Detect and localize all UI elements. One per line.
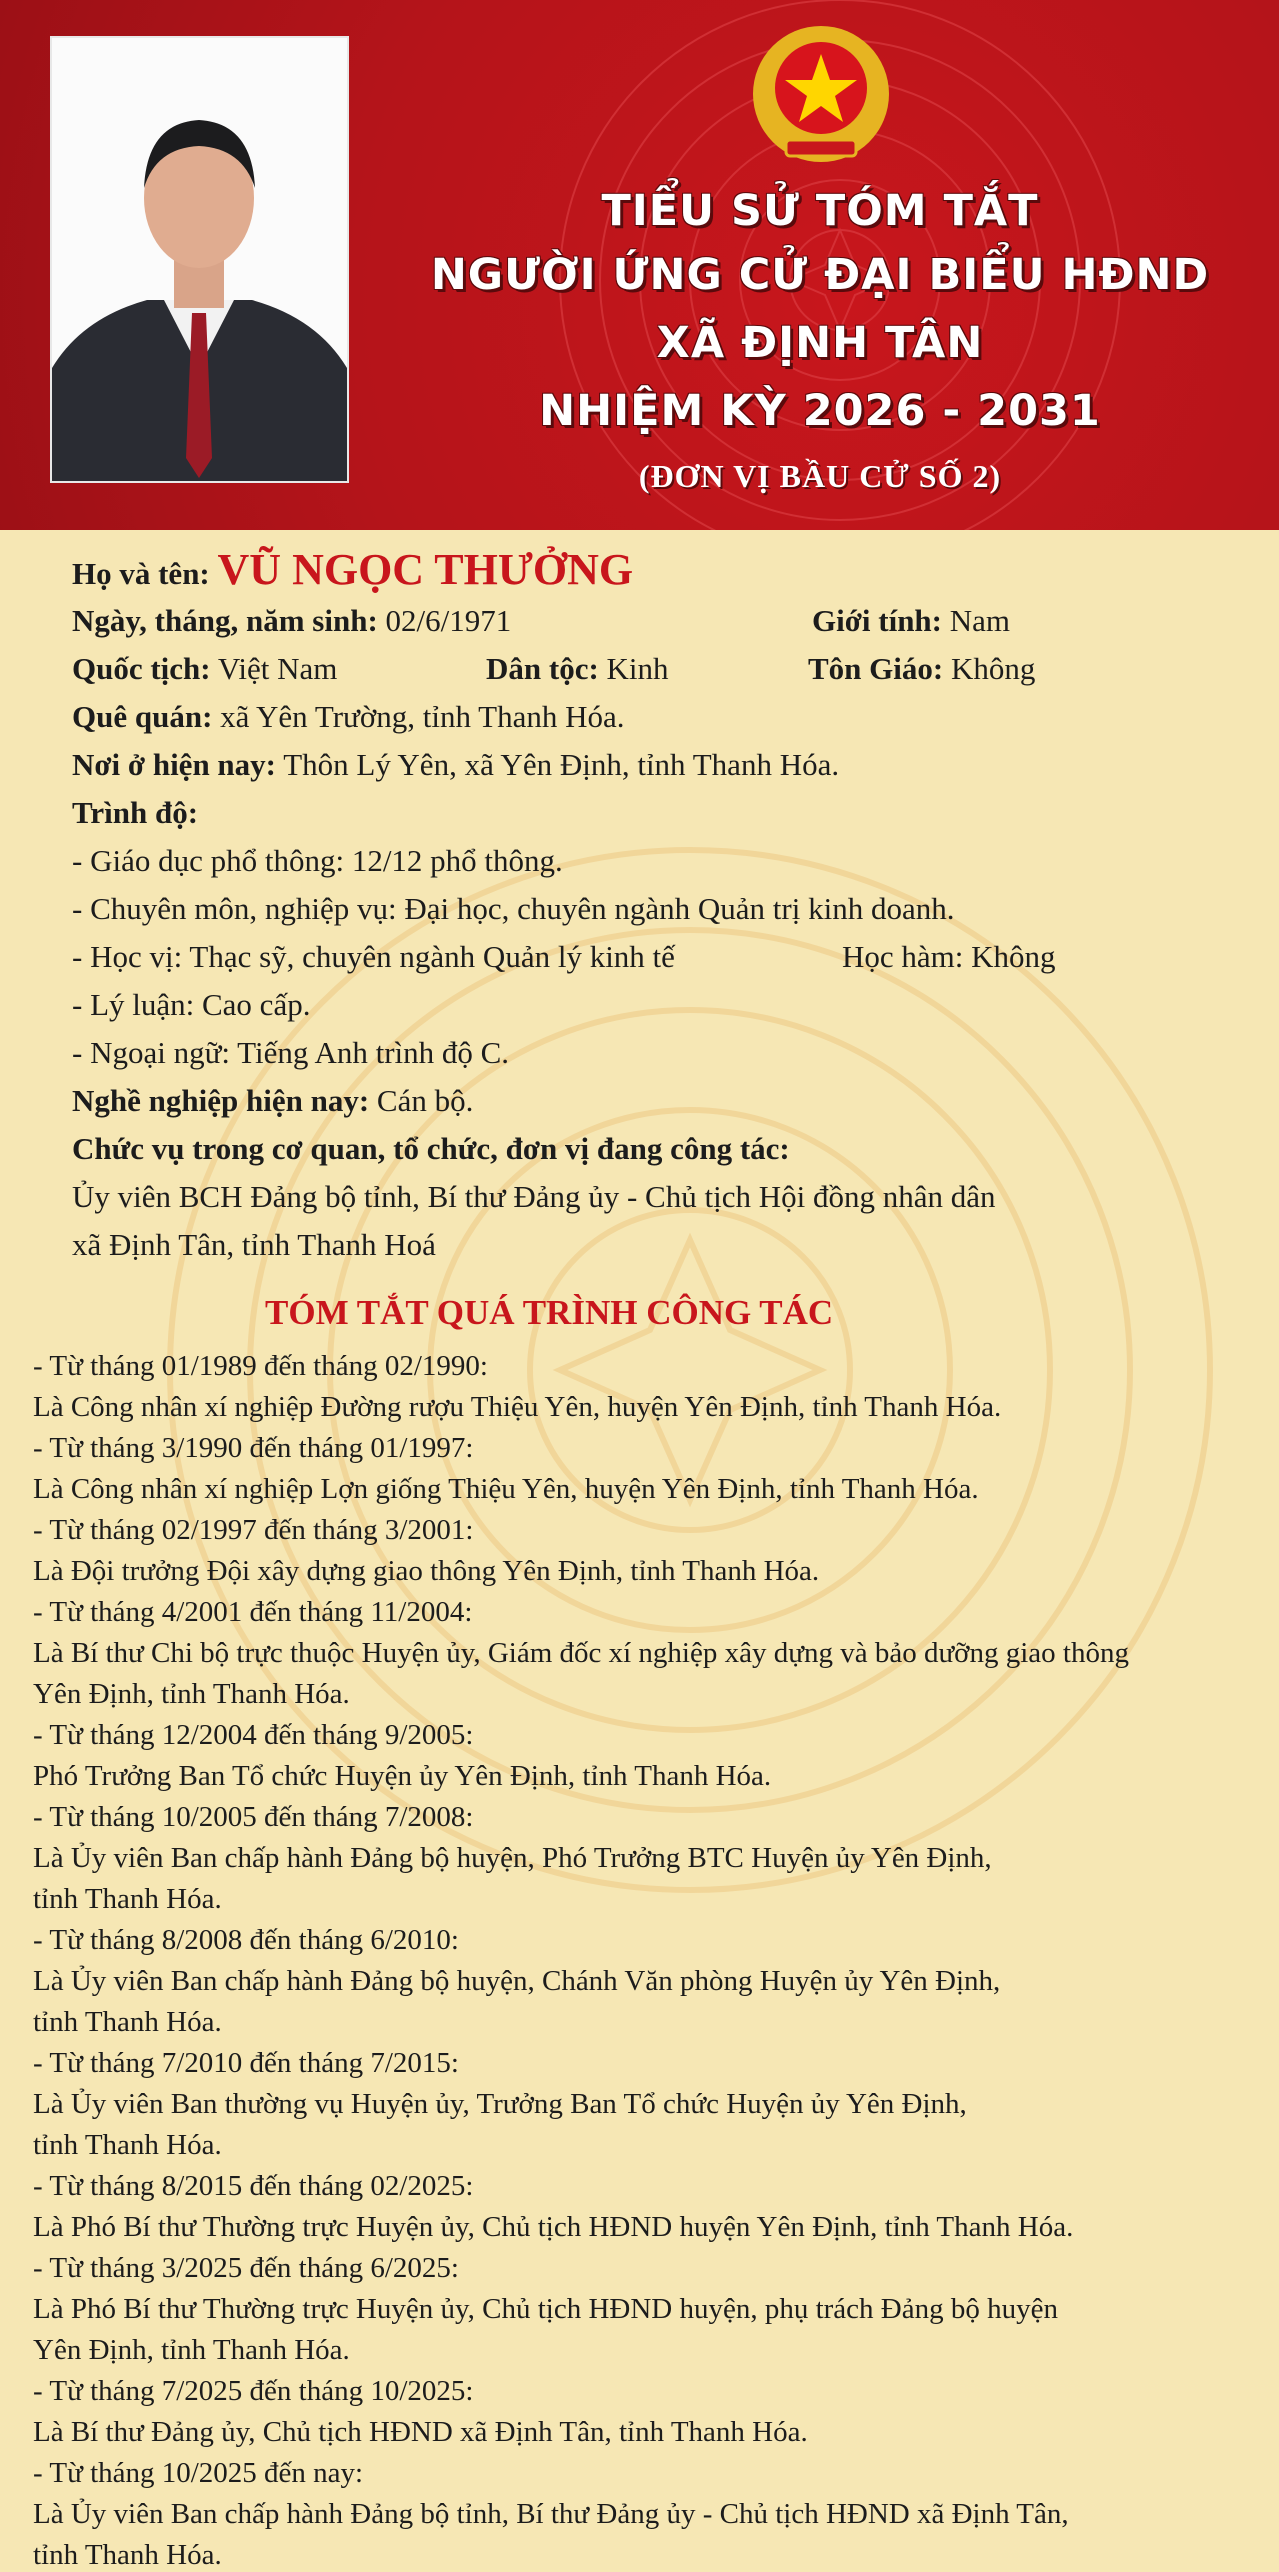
history-line: - Từ tháng 8/2015 đến tháng 02/2025:	[33, 2170, 474, 2202]
residence-row	[72, 747, 839, 783]
education-language: - Ngoại ngữ: Tiếng Anh trình độ C.	[72, 1035, 510, 1070]
history-line: Là Bí thư Đảng ủy, Chủ tịch HĐND xã Định Tân, tỉnh Thanh Hóa.	[33, 2416, 808, 2448]
position-line-2: xã Định Tân, tỉnh Thanh Hoá	[72, 1227, 436, 1262]
history-line: - Từ tháng 7/2025 đến tháng 10/2025:	[33, 2375, 474, 2407]
education-academic-title: Học hàm: Không	[842, 939, 1056, 974]
dob-value: 02/6/1971	[385, 603, 512, 638]
history-line: tỉnh Thanh Hóa.	[33, 2129, 222, 2161]
nationality-row	[72, 651, 337, 687]
history-line: tỉnh Thanh Hóa.	[33, 2539, 222, 2571]
hometown-value: xã Yên Trường, tỉnh Thanh Hóa.	[220, 699, 625, 734]
ethnicity-label: Dân tộc:	[486, 651, 599, 686]
history-line: - Từ tháng 02/1997 đến tháng 3/2001:	[33, 1514, 474, 1546]
residence-label: Nơi ở hiện nay:	[72, 747, 276, 782]
history-line: Phó Trưởng Ban Tổ chức Huyện ủy Yên Định, tỉnh Thanh Hóa.	[33, 1760, 772, 1792]
history-line: Là Ủy viên Ban chấp hành Đảng bộ huyện, Chánh Văn phòng Huyện ủy Yên Định,	[33, 1965, 1001, 1997]
occupation-label: Nghề nghiệp hiện nay:	[72, 1083, 370, 1118]
residence-value: Thôn Lý Yên, xã Yên Định, tỉnh Thanh Hóa.	[283, 747, 840, 782]
name-label: Họ và tên:	[72, 556, 210, 591]
education-political: - Lý luận: Cao cấp.	[72, 987, 311, 1022]
history-line: Là Đội trưởng Đội xây dựng giao thông Yên Định, tỉnh Thanh Hóa.	[33, 1555, 820, 1587]
candidate-name: VŨ NGỌC THƯỞNG	[217, 545, 634, 594]
nationality-label: Quốc tịch:	[72, 651, 211, 686]
position-line-1: Ủy viên BCH Đảng bộ tỉnh, Bí thư Đảng ủy - Chủ tịch Hội đồng nhân dân	[72, 1179, 996, 1214]
religion-value: Không	[950, 651, 1036, 686]
history-line: Yên Định, tỉnh Thanh Hóa.	[33, 1678, 350, 1710]
candidate-portrait	[50, 36, 349, 483]
education-degree: - Học vị: Thạc sỹ, chuyên ngành Quản lý kinh tế	[72, 939, 675, 974]
title-line-1: TIỂU SỬ TÓM TẮT	[601, 186, 1039, 236]
history-line: - Từ tháng 10/2025 đến nay:	[33, 2457, 364, 2489]
title-line-4: NHIỆM KỲ 2026 - 2031	[539, 386, 1101, 436]
ethnicity-value: Kinh	[606, 651, 669, 686]
religion-label: Tôn Giáo:	[808, 651, 944, 686]
history-line: Là Ủy viên Ban chấp hành Đảng bộ huyện, Phó Trưởng BTC Huyện ủy Yên Định,	[33, 1842, 992, 1874]
history-line: Là Ủy viên Ban thường vụ Huyện ủy, Trưởng Ban Tổ chức Huyện ủy Yên Định,	[33, 2088, 967, 2120]
electoral-unit: (ĐƠN VỊ BẦU CỬ SỐ 2)	[638, 458, 1002, 494]
history-line: - Từ tháng 12/2004 đến tháng 9/2005:	[33, 1719, 474, 1751]
education-label: Trình độ:	[72, 795, 199, 830]
occupation-value: Cán bộ.	[376, 1083, 474, 1118]
title-line-3: XÃ ĐỊNH TÂN	[656, 318, 984, 368]
history-line: Là Phó Bí thư Thường trực Huyện ủy, Chủ tịch HĐND huyện Yên Định, tỉnh Thanh Hóa.	[33, 2211, 1074, 2243]
history-line: Là Ủy viên Ban chấp hành Đảng bộ tỉnh, Bí thư Đảng ủy - Chủ tịch HĐND xã Định Tân,	[33, 2498, 1069, 2530]
history-line: - Từ tháng 3/2025 đến tháng 6/2025:	[33, 2252, 459, 2284]
religion-row	[808, 651, 1035, 687]
gender-value: Nam	[949, 603, 1011, 638]
history-line: - Từ tháng 4/2001 đến tháng 11/2004:	[33, 1596, 473, 1628]
hometown-row	[72, 699, 625, 735]
hometown-label: Quê quán:	[72, 699, 213, 734]
history-line: - Từ tháng 8/2008 đến tháng 6/2010:	[33, 1924, 459, 1956]
history-line: Là Công nhân xí nghiệp Đường rượu Thiệu Yên, huyện Yên Định, tỉnh Thanh Hóa.	[33, 1391, 1002, 1423]
history-line: tỉnh Thanh Hóa.	[33, 1883, 222, 1915]
dob-label: Ngày, tháng, năm sinh:	[72, 603, 378, 638]
history-line: Yên Định, tỉnh Thanh Hóa.	[33, 2334, 350, 2366]
history-line: Là Phó Bí thư Thường trực Huyện ủy, Chủ tịch HĐND huyện, phụ trách Đảng bộ huyện	[33, 2293, 1058, 2325]
history-line: Là Công nhân xí nghiệp Lợn giống Thiệu Yên, huyện Yên Định, tỉnh Thanh Hóa.	[33, 1473, 979, 1505]
history-heading: TÓM TẮT QUÁ TRÌNH CÔNG TÁC	[265, 1293, 834, 1332]
occupation-row	[72, 1083, 473, 1119]
history-line: - Từ tháng 10/2005 đến tháng 7/2008:	[33, 1801, 474, 1833]
national-emblem-icon	[744, 22, 898, 172]
ethnicity-row	[486, 651, 669, 687]
gender-row	[812, 603, 1010, 639]
gender-label: Giới tính:	[812, 603, 942, 638]
nationality-value: Việt Nam	[217, 651, 338, 686]
history-line: Là Bí thư Chi bộ trực thuộc Huyện ủy, Giám đốc xí nghiệp xây dựng và bảo dưỡng giao thông	[33, 1637, 1129, 1669]
history-line: - Từ tháng 01/1989 đến tháng 02/1990:	[33, 1350, 488, 1382]
history-line: - Từ tháng 3/1990 đến tháng 01/1997:	[33, 1432, 474, 1464]
education-professional: - Chuyên môn, nghiệp vụ: Đại học, chuyên ngành Quản trị kinh doanh.	[72, 891, 955, 926]
dob-row	[72, 603, 511, 639]
title-line-2: NGƯỜI ỨNG CỬ ĐẠI BIỂU HĐND	[430, 250, 1210, 300]
position-label: Chức vụ trong cơ quan, tổ chức, đơn vị đang công tác:	[72, 1131, 790, 1166]
history-line: - Từ tháng 7/2010 đến tháng 7/2015:	[33, 2047, 459, 2079]
history-line: tỉnh Thanh Hóa.	[33, 2006, 222, 2038]
header-banner	[0, 0, 1279, 530]
name-row	[72, 545, 633, 596]
education-general: - Giáo dục phổ thông: 12/12 phổ thông.	[72, 843, 563, 878]
